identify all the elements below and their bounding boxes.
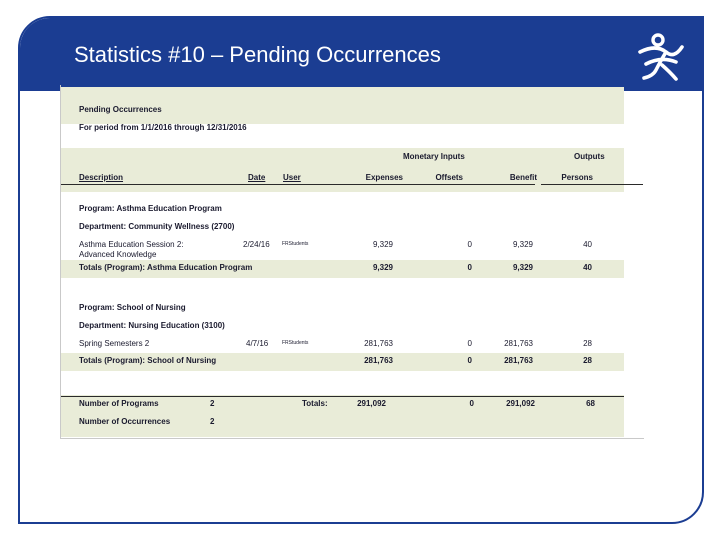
summary-programs-label: Number of Programs [79,399,159,408]
program-2-totals-label: Totals (Program): School of Nursing [79,356,217,365]
group-header-outputs: Outputs [574,152,605,161]
column-header-description: Description [79,173,124,182]
program-1-totals-persons: 40 [583,263,592,272]
program-2-occurrence-offsets: 0 [467,339,472,348]
program-2-label: Program: School of Nursing [79,303,186,312]
program-1-occurrence-user: FRStudents [282,241,309,247]
program-1-occurrence-benefit: 9,329 [512,240,533,249]
program-1-label: Program: Asthma Education Program [79,204,222,213]
summary-rule [61,396,624,397]
program-2-totals-benefit: 281,763 [504,356,533,365]
summary-expenses: 291,092 [357,399,386,408]
program-2-totals-expenses: 281,763 [364,356,393,365]
header-band [20,18,702,91]
column-header-date: Date [248,173,266,182]
summary-offsets: 0 [469,399,474,408]
column-header-persons: Persons [561,173,593,182]
column-header-band [61,148,624,192]
column-header-offsets: Offsets [435,173,463,182]
program-1-occurrence-description-1: Asthma Education Session 2: [79,240,184,249]
summary-programs-count: 2 [210,399,215,408]
program-2-occurrence-persons: 28 [583,339,592,348]
program-1-totals-expenses: 9,329 [372,263,393,272]
program-2-totals-persons: 28 [583,356,592,365]
program-2-occurrence-description-1: Spring Semesters 2 [79,339,150,348]
program-1-totals-benefit: 9,329 [512,263,533,272]
program-1-totals-label: Totals (Program): Asthma Education Program [79,263,253,272]
program-2-occurrence-expenses: 281,763 [364,339,393,348]
program-2-occurrence-date: 4/7/16 [246,339,269,348]
header-rule-left [61,184,535,185]
program-1-occurrence-persons: 40 [583,240,592,249]
summary-occurrences-label: Number of Occurrences [79,417,171,426]
program-2-totals-offsets: 0 [467,356,472,365]
slide-title: Statistics #10 – Pending Occurrences [74,42,441,67]
summary-totals-label: Totals: [302,399,328,408]
header-rule-right [541,184,643,185]
program-1-department: Department: Community Wellness (2700) [79,222,235,231]
column-header-benefit: Benefit [509,173,537,182]
program-2-occurrence-user: FRStudents [282,340,309,346]
report-period: For period from 1/1/2016 through 12/31/2016 [79,123,247,132]
program-1-occurrence-expenses: 9,329 [372,240,393,249]
program-1-occurrence-description-2: Advanced Knowledge [79,250,157,259]
column-header-user: User [283,173,301,182]
summary-persons: 68 [586,399,595,408]
report-title: Pending Occurrences [79,105,162,114]
program-1-occurrence-offsets: 0 [467,240,472,249]
program-2-occurrence-benefit: 281,763 [504,339,533,348]
program-1-occurrence-date: 2/24/16 [243,240,270,249]
column-header-expenses: Expenses [365,173,403,182]
pending-occurrences-report [60,85,644,439]
summary-occurrences-count: 2 [210,417,215,426]
program-2-department: Department: Nursing Education (3100) [79,321,225,330]
summary-benefit: 291,092 [506,399,535,408]
group-header-monetary: Monetary Inputs [403,152,465,161]
dancing-figure-logo-icon [636,32,686,82]
program-1-totals-offsets: 0 [467,263,472,272]
